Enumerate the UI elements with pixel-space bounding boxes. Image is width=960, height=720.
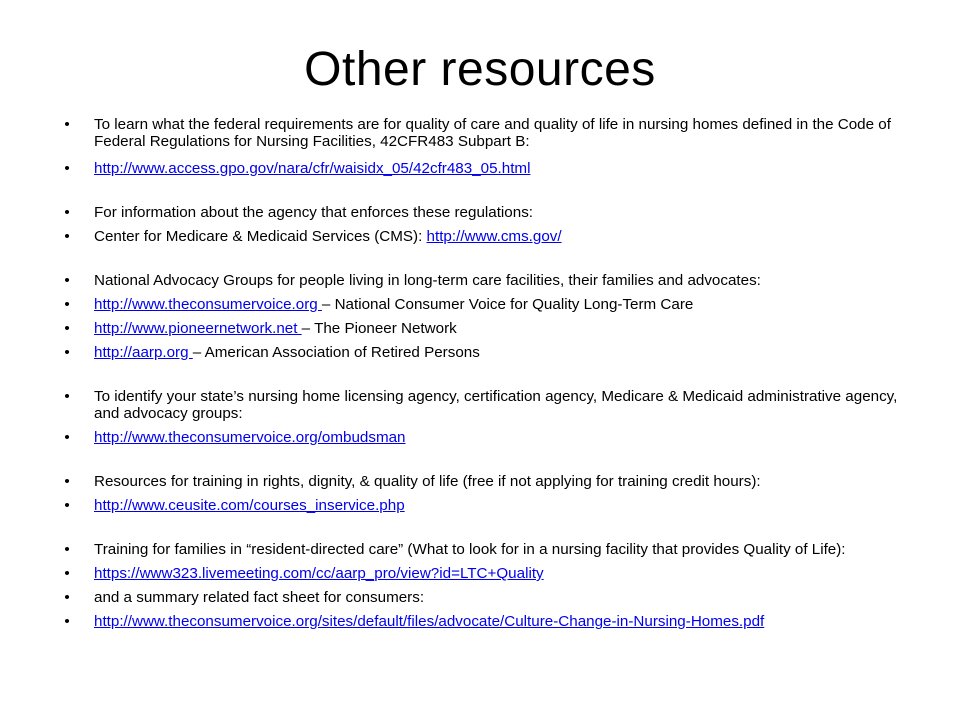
bullet-icon: • — [64, 613, 70, 630]
list-item — [62, 296, 912, 313]
resource-link[interactable]: http://aarp.org — [94, 344, 193, 361]
link-description: – National Consumer Voice for Quality Long-Term Care — [321, 296, 694, 313]
item-text: Training for families in “resident-directed care” (What to look for in a nursing facility that provides Quality of Life): — [94, 541, 846, 558]
resource-link[interactable]: https://www323.livemeeting.com/cc/aarp_pro/view?id=LTC+Quality — [94, 565, 544, 582]
list-item — [62, 565, 912, 582]
item-text: To identify your state’s nursing home licensing agency, certification agency, Medicare & Medicaid administrative agency, and advocacy groups: — [94, 388, 898, 422]
resource-link[interactable]: http://www.theconsumervoice.org — [94, 296, 322, 313]
list-item — [62, 589, 912, 606]
resource-link[interactable]: http://www.cms.gov/ — [426, 228, 562, 245]
bullet-icon: • — [64, 160, 70, 177]
bullet-icon: • — [64, 541, 70, 558]
resource-link[interactable]: http://www.theconsumervoice.org/sites/default/files/advocate/Culture-Change-in-Nursing-Homes.pdf — [94, 613, 765, 630]
resource-list — [62, 116, 912, 630]
bullet-icon: • — [64, 116, 70, 133]
bullet-icon: • — [64, 565, 70, 582]
item-text: For information about the agency that enforces these regulations: — [94, 204, 534, 221]
resource-link[interactable]: http://www.pioneernetwork.net — [94, 320, 302, 337]
bullet-icon: • — [64, 204, 70, 221]
item-text: and a summary related fact sheet for consumers: — [94, 589, 425, 606]
item-text: National Advocacy Groups for people living in long-term care facilities, their families and advocates: — [94, 272, 761, 289]
list-item — [62, 497, 912, 514]
list-item — [62, 388, 912, 422]
bullet-icon: • — [64, 320, 70, 337]
resource-link[interactable]: http://www.ceusite.com/courses_inservice.php — [94, 497, 405, 514]
list-item — [62, 116, 912, 150]
list-item — [62, 160, 912, 177]
bullet-icon: • — [64, 497, 70, 514]
link-description: – The Pioneer Network — [301, 320, 457, 337]
bullet-icon: • — [64, 272, 70, 289]
list-item — [62, 344, 912, 361]
list-item — [62, 429, 912, 446]
resource-link[interactable]: http://www.access.gpo.gov/nara/cfr/waisidx_05/42cfr483_05.html — [94, 160, 531, 177]
item-text: To learn what the federal requirements are for quality of care and quality of life in nursing homes defined in the Code of Federal Regulations for Nursing Facilities, 42CFR483 Subpart B: — [94, 116, 891, 150]
list-item — [62, 320, 912, 337]
bullet-icon: • — [64, 344, 70, 361]
bullet-icon: • — [64, 228, 70, 245]
link-description: – American Association of Retired Persons — [192, 344, 480, 361]
list-item — [62, 541, 912, 558]
resource-link[interactable]: http://www.theconsumervoice.org/ombudsman — [94, 429, 406, 446]
bullet-icon: • — [64, 296, 70, 313]
bullet-icon: • — [64, 473, 70, 490]
bullet-icon: • — [64, 388, 70, 405]
list-item — [62, 272, 912, 289]
bullet-icon: • — [64, 589, 70, 606]
list-item — [62, 228, 912, 245]
list-item — [62, 204, 912, 221]
item-text: Resources for training in rights, dignity, & quality of life (free if not applying for training credit hours): — [94, 473, 761, 490]
slide-title: Other resources — [304, 43, 656, 96]
bullet-icon: • — [64, 429, 70, 446]
list-item — [62, 613, 912, 630]
list-item — [62, 473, 912, 490]
item-text: Center for Medicare & Medicaid Services (CMS): — [94, 228, 427, 245]
